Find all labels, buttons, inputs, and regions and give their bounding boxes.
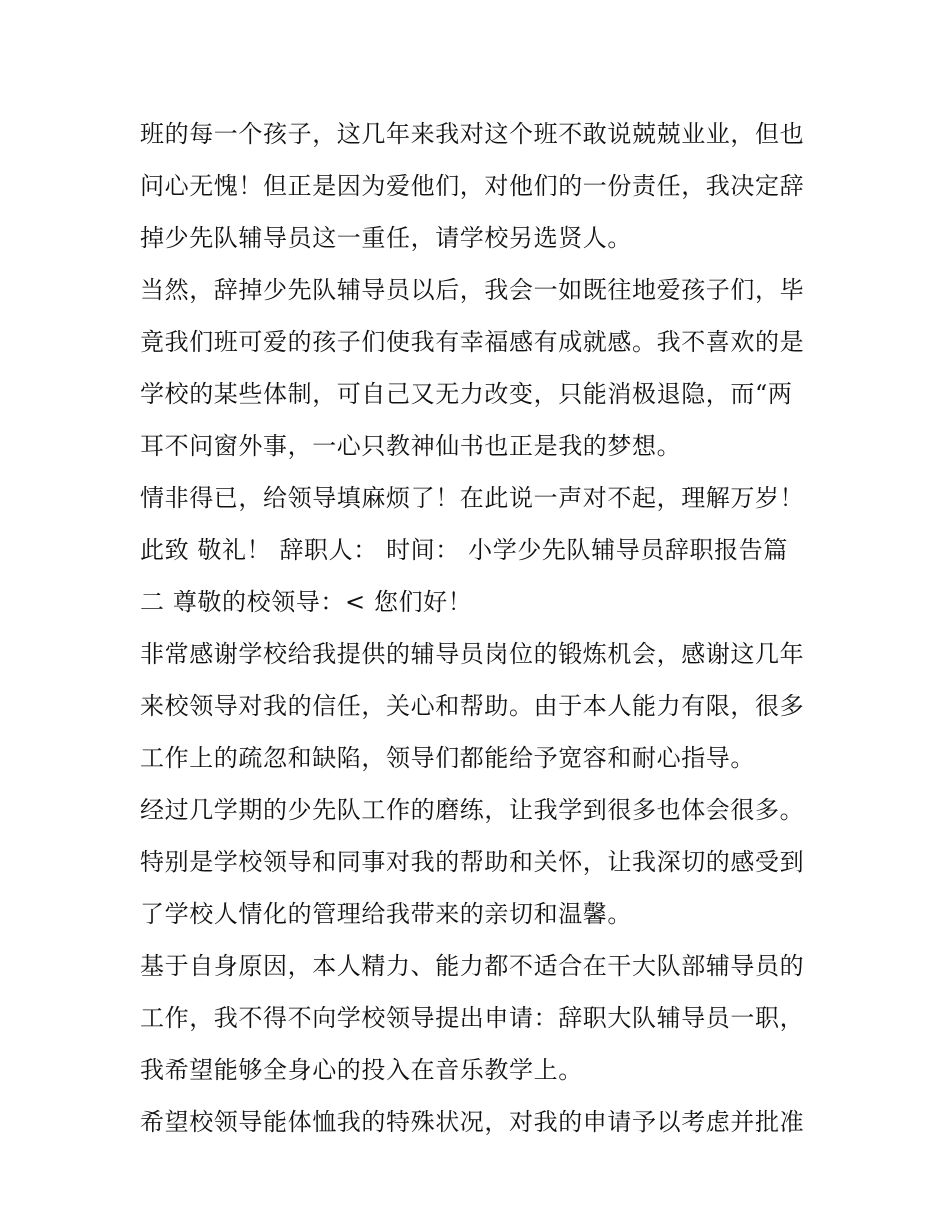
text-line: 希望校领导能体恤我的特殊状况，对我的申请予以考虑并批准 <box>140 1108 805 1136</box>
text-line: 非常感谢学校给我提供的辅导员岗位的锻炼机会，感谢这几年 <box>140 640 805 668</box>
text-line: 二 尊敬的校领导：< 您们好！ <box>140 588 473 616</box>
text-line: 来校领导对我的信任，关心和帮助。由于本人能力有限，很多 <box>140 692 805 720</box>
text-line: 耳不问窗外事，一心只教神仙书也正是我的梦想。 <box>140 432 682 460</box>
text-line: 竟我们班可爱的孩子们使我有幸福感有成就感。我不喜欢的是 <box>140 328 805 356</box>
text-line: 掉少先队辅导员这一重任，请学校另选贤人。 <box>140 224 632 252</box>
text-line: 工作，我不得不向学校领导提出申请：辞职大队辅导员一职， <box>140 1004 805 1032</box>
text-line: 班的每一个孩子，这几年来我对这个班不敢说兢兢业业，但也 <box>140 120 805 148</box>
text-line: 当然，辞掉少先队辅导员以后，我会一如既往地爱孩子们，毕 <box>140 276 805 304</box>
text-line: 问心无愧！但正是因为爱他们，对他们的一份责任，我决定辞 <box>140 172 805 200</box>
text-line: 特别是学校领导和同事对我的帮助和关怀，让我深切的感受到 <box>140 848 805 876</box>
text-line: 经过几学期的少先队工作的磨练，让我学到很多也体会很多。 <box>140 796 805 824</box>
text-line: 情非得已，给领导填麻烦了！在此说一声对不起，理解万岁！ <box>140 484 805 512</box>
text-line: 了学校人情化的管理给我带来的亲切和温馨。 <box>140 900 632 928</box>
text-line: 我希望能够全身心的投入在音乐教学上。 <box>140 1056 583 1084</box>
text-line: 学校的某些体制，可自己又无力改变，只能消极退隐，而“两 <box>140 380 793 408</box>
text-line: 工作上的疏忽和缺陷，领导们都能给予宽容和耐心指导。 <box>140 744 755 772</box>
text-line: 基于自身原因，本人精力、能力都不适合在干大队部辅导员的 <box>140 952 805 980</box>
text-line: 此致 敬礼！ 辞职人： 时间： 小学少先队辅导员辞职报告篇 <box>140 536 788 564</box>
document-body <box>140 108 820 1148</box>
